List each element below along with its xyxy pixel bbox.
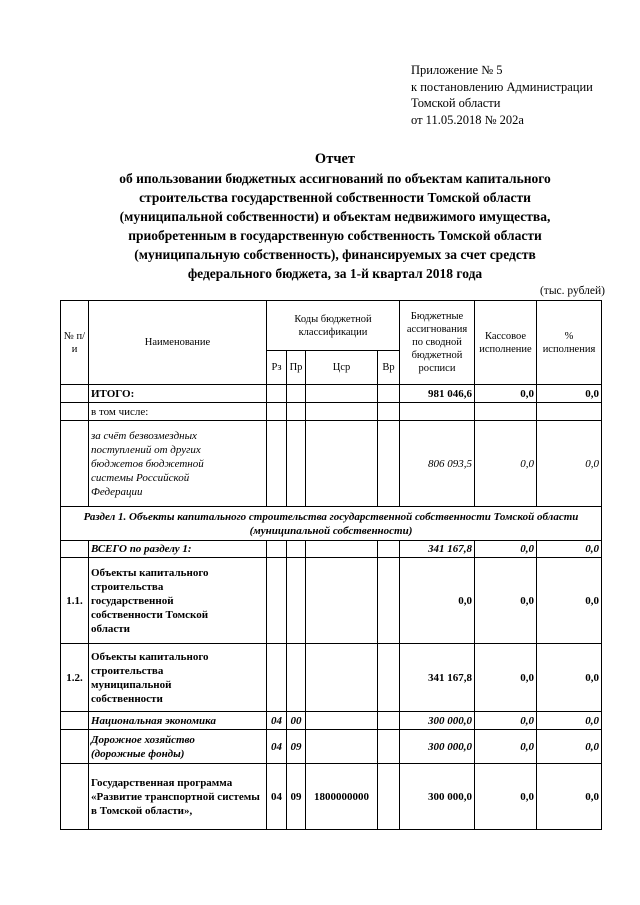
row-budget: 341 167,8	[400, 644, 475, 712]
row-budget: 300 000,0	[400, 764, 475, 830]
table-row	[61, 764, 602, 830]
header-num: № п/и	[61, 301, 89, 385]
header-budget: Бюджетные ассигнования по сводной бюджетной росписи	[400, 301, 475, 385]
row-rz: 04	[267, 764, 287, 830]
report-title	[60, 150, 610, 283]
appendix-line: к постановлению Администрации	[411, 79, 593, 94]
row-pr: 09	[287, 764, 306, 830]
header-pr: Пр	[287, 351, 306, 385]
title-line: федерального бюджета, за 1-й квартал 2018 года	[187, 266, 483, 281]
table-row	[61, 730, 602, 764]
appendix-line: Приложение № 5	[411, 63, 503, 77]
row-pct: 0,0	[537, 558, 602, 644]
row-budget: 981 046,6	[400, 385, 475, 403]
report-table	[60, 300, 602, 830]
section-title: Раздел 1. Объекты капитального строительства государственной собственности Томской области (муниципальной собственности)	[61, 507, 602, 541]
row-csr: 1800000000	[306, 764, 378, 830]
row-budget: 0,0	[400, 558, 475, 644]
table-row	[61, 558, 602, 644]
row-cash: 0,0	[475, 712, 537, 730]
row-pct: 0,0	[537, 385, 602, 403]
appendix-line: Томской области	[411, 96, 501, 110]
table-row	[61, 644, 602, 712]
header-row	[61, 301, 602, 351]
row-num: 1.1.	[61, 558, 89, 644]
row-rz: 04	[267, 712, 287, 730]
row-pr: 09	[287, 730, 306, 764]
row-cash: 0,0	[475, 730, 537, 764]
header-pct: % исполнения	[537, 301, 602, 385]
row-num: 1.2.	[61, 644, 89, 712]
row-name: ИТОГО:	[89, 385, 267, 403]
header-rz: Рз	[267, 351, 287, 385]
table-row	[61, 403, 602, 421]
row-cash: 0,0	[475, 541, 537, 558]
header-name: Наименование	[89, 301, 267, 385]
row-name: Объекты капитального строительства муниципальной собственности	[89, 644, 267, 712]
row-pr: 00	[287, 712, 306, 730]
table-row	[61, 421, 602, 507]
table-row	[61, 541, 602, 558]
title-line: (муниципальную собственность), финансируемых за счет средств	[134, 247, 536, 262]
row-rz: 04	[267, 730, 287, 764]
table-row	[61, 385, 602, 403]
header-cash: Кассовое исполнение	[475, 301, 537, 385]
row-cash: 0,0	[475, 558, 537, 644]
row-pct: 0,0	[537, 541, 602, 558]
title-line: об ипользовании бюджетных ассигнований по объектам капитального	[119, 171, 551, 186]
row-budget: 341 167,8	[400, 541, 475, 558]
title-line: строительства государственной собственности Томской области	[139, 190, 531, 205]
row-cash: 0,0	[475, 644, 537, 712]
row-pct: 0,0	[537, 764, 602, 830]
header-codes: Коды бюджетной классификации	[267, 301, 400, 351]
units-label: (тыс. рублей)	[539, 285, 605, 297]
title-line: (муниципальной собственности) и объектам недвижимого имущества,	[119, 209, 551, 224]
row-name: ВСЕГО по разделу 1:	[89, 541, 267, 558]
row-budget: 806 093,5	[400, 421, 475, 507]
row-pct: 0,0	[537, 712, 602, 730]
header-vr: Вр	[378, 351, 400, 385]
appendix-block	[411, 62, 593, 128]
row-name: в том числе:	[89, 403, 267, 421]
header-csr: Цср	[306, 351, 378, 385]
row-budget: 300 000,0	[400, 712, 475, 730]
row-cash: 0,0	[475, 421, 537, 507]
appendix-line: от 11.05.2018 № 202а	[411, 112, 524, 127]
title-line: приобретенным в государственную собственность Томской области	[128, 228, 542, 243]
row-cash: 0,0	[475, 764, 537, 830]
table-row	[61, 712, 602, 730]
row-name: Национальная экономика	[89, 712, 267, 730]
row-name: Дорожное хозяйство (дорожные фонды)	[89, 730, 267, 764]
row-name: за счёт безвозмездных поступлений от других бюджетов бюджетной системы Российской Федерации	[89, 421, 267, 507]
section-row	[61, 507, 602, 541]
row-name: Государственная программа «Развитие транспортной системы в Томской области»,	[89, 764, 267, 830]
row-pct: 0,0	[537, 730, 602, 764]
row-budget: 300 000,0	[400, 730, 475, 764]
row-pct: 0,0	[537, 644, 602, 712]
title-main: Отчет	[314, 151, 356, 167]
row-pct: 0,0	[537, 421, 602, 507]
row-cash: 0,0	[475, 385, 537, 403]
row-name: Объекты капитального строительства государственной собственности Томской области	[89, 558, 267, 644]
